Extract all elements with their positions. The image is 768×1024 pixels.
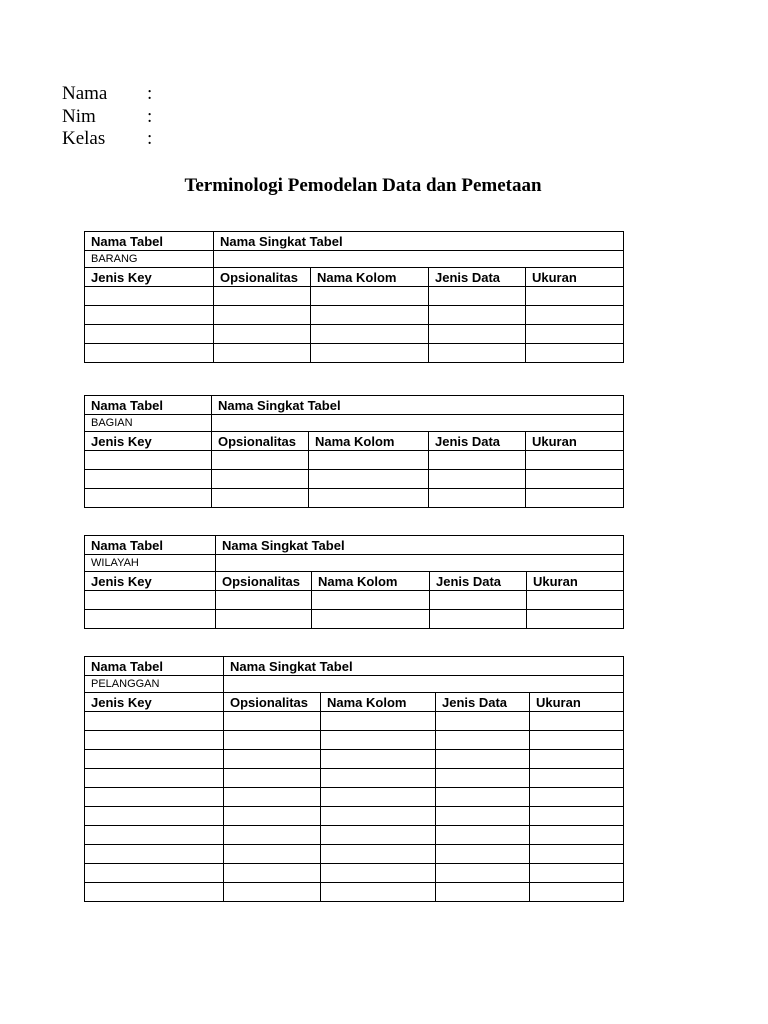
table-cell [224,826,321,845]
table-cell [429,451,526,470]
column-header-row [85,268,624,287]
table-pelanggan [84,656,624,902]
nama-singkat-tabel-label: Nama Singkat Tabel [214,232,624,251]
table-row [85,591,624,610]
table-cell [526,306,624,325]
table-cell [429,489,526,508]
table-row [85,712,624,731]
table-cell [311,325,429,344]
table-cell [430,591,527,610]
jenis-key-header: Jenis Key [85,268,214,287]
table-cell [212,470,309,489]
table-cell [312,610,430,629]
table-cell [214,287,311,306]
nama-label: Nama [62,83,108,104]
table-cell [214,344,311,363]
table-name-value: PELANGGAN [85,676,224,693]
table-cell [85,344,214,363]
table-row [85,883,624,902]
table-cell [85,750,224,769]
table-row [85,826,624,845]
table-cell [85,470,212,489]
table-row [85,470,624,489]
table-row [85,807,624,826]
table-cell [85,864,224,883]
nama-colon: : [147,83,153,104]
nim-colon: : [147,106,153,127]
table-cell [436,826,530,845]
opsionalitas-header: Opsionalitas [212,432,309,451]
nama-kolom-header: Nama Kolom [312,572,430,591]
table-cell [436,731,530,750]
table-cell [530,826,624,845]
table-cell [212,451,309,470]
table-cell [527,610,624,629]
jenis-key-header: Jenis Key [85,572,216,591]
table-cell [85,788,224,807]
table-cell [85,712,224,731]
table-name-value: BAGIAN [85,415,212,432]
table-cell [321,731,436,750]
ukuran-header: Ukuran [527,572,624,591]
table-cell [530,864,624,883]
nama-kolom-header: Nama Kolom [321,693,436,712]
jenis-key-header: Jenis Key [85,693,224,712]
table-cell [224,750,321,769]
short-name-value [214,251,624,268]
short-name-value [212,415,624,432]
table-cell [321,826,436,845]
table-cell [526,325,624,344]
table-cell [530,731,624,750]
table-cell [309,451,429,470]
table-row [85,489,624,508]
table-row [85,325,624,344]
table-cell [212,489,309,508]
table-row [85,287,624,306]
nama-tabel-label: Nama Tabel [85,536,216,555]
table-cell [526,470,624,489]
table-row [85,344,624,363]
table-cell [321,807,436,826]
table-cell [527,591,624,610]
table-cell [311,306,429,325]
table-cell [309,489,429,508]
table-wilayah [84,535,624,629]
nama-tabel-label: Nama Tabel [85,232,214,251]
table-cell [530,807,624,826]
ukuran-header: Ukuran [526,268,624,287]
table-cell [526,344,624,363]
table-cell [436,769,530,788]
short-name-value [216,555,624,572]
table-cell [429,287,526,306]
column-header-row [85,432,624,451]
nama-singkat-tabel-label: Nama Singkat Tabel [224,657,624,676]
opsionalitas-header: Opsionalitas [224,693,321,712]
table-row [85,306,624,325]
table-cell [436,883,530,902]
table-cell [224,883,321,902]
table-cell [309,470,429,489]
table-cell [530,845,624,864]
column-header-row [85,693,624,712]
nim-label: Nim [62,106,96,127]
table-cell [526,451,624,470]
jenis-data-header: Jenis Data [429,432,526,451]
table-cell [436,864,530,883]
table-bagian [84,395,624,508]
table-cell [85,883,224,902]
table-name-value: WILAYAH [85,555,216,572]
table-header-row [85,657,624,676]
table-cell [224,788,321,807]
jenis-key-header: Jenis Key [85,432,212,451]
table-name-row [85,555,624,572]
table-cell [321,788,436,807]
table-cell [530,769,624,788]
jenis-data-header: Jenis Data [436,693,530,712]
table-cell [224,845,321,864]
kelas-colon: : [147,128,153,149]
table-cell [526,489,624,508]
table-cell [530,712,624,731]
table-cell [530,883,624,902]
short-name-value [224,676,624,693]
opsionalitas-header: Opsionalitas [216,572,312,591]
table-cell [85,610,216,629]
table-cell [526,287,624,306]
table-cell [85,826,224,845]
table-header-row [85,536,624,555]
table-cell [311,344,429,363]
table-cell [216,610,312,629]
jenis-data-header: Jenis Data [429,268,526,287]
table-cell [85,731,224,750]
table-cell [530,750,624,769]
table-cell [321,750,436,769]
table-cell [430,610,527,629]
table-cell [85,451,212,470]
table-row [85,769,624,788]
table-row [85,750,624,769]
table-cell [436,788,530,807]
table-name-row [85,251,624,268]
table-cell [216,591,312,610]
table-cell [85,591,216,610]
opsionalitas-header: Opsionalitas [214,268,311,287]
table-cell [224,712,321,731]
table-header-row [85,232,624,251]
ukuran-header: Ukuran [530,693,624,712]
table-cell [436,750,530,769]
table-cell [436,712,530,731]
table-cell [429,306,526,325]
jenis-data-header: Jenis Data [430,572,527,591]
table-cell [85,489,212,508]
table-name-row [85,676,624,693]
table-cell [214,325,311,344]
table-cell [321,883,436,902]
table-cell [429,470,526,489]
table-cell [224,864,321,883]
ukuran-header: Ukuran [526,432,624,451]
table-cell [530,788,624,807]
nama-singkat-tabel-label: Nama Singkat Tabel [216,536,624,555]
table-cell [311,287,429,306]
nama-tabel-label: Nama Tabel [85,396,212,415]
table-cell [436,807,530,826]
table-cell [85,325,214,344]
document-title: Terminologi Pemodelan Data dan Pemetaan [184,175,542,196]
table-cell [224,769,321,788]
table-cell [85,287,214,306]
kelas-label: Kelas [62,128,106,149]
table-header-row [85,396,624,415]
table-cell [85,807,224,826]
table-cell [224,731,321,750]
table-row [85,845,624,864]
table-cell [429,344,526,363]
table-cell [321,845,436,864]
table-name-value: BARANG [85,251,214,268]
table-cell [436,845,530,864]
table-cell [321,769,436,788]
table-barang [84,231,624,363]
table-cell [85,845,224,864]
table-row [85,864,624,883]
table-cell [85,769,224,788]
nama-tabel-label: Nama Tabel [85,657,224,676]
table-row [85,788,624,807]
table-cell [321,864,436,883]
nama-kolom-header: Nama Kolom [311,268,429,287]
table-cell [429,325,526,344]
table-row [85,610,624,629]
column-header-row [85,572,624,591]
table-cell [224,807,321,826]
table-cell [85,306,214,325]
table-row [85,451,624,470]
nama-kolom-header: Nama Kolom [309,432,429,451]
nama-singkat-tabel-label: Nama Singkat Tabel [212,396,624,415]
table-cell [312,591,430,610]
table-row [85,731,624,750]
table-cell [321,712,436,731]
table-cell [214,306,311,325]
table-name-row [85,415,624,432]
